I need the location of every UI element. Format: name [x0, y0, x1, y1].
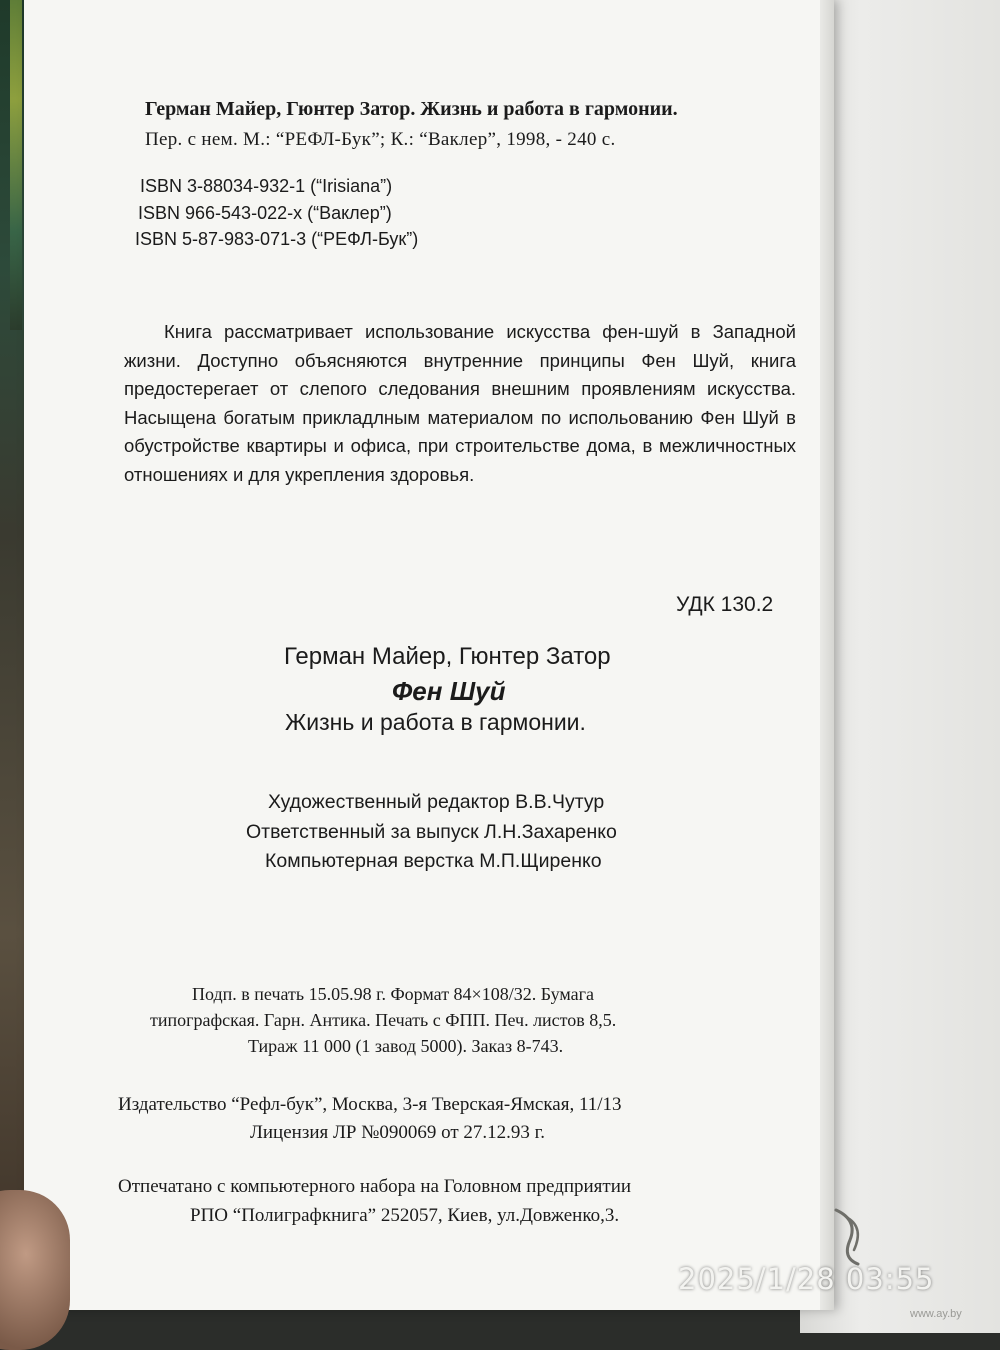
print-info-line: Тираж 11 000 (1 завод 5000). Заказ 8-743. [248, 1036, 564, 1056]
background-book-spine [10, 0, 22, 330]
photo-timestamp: 2025/1/28 03:55 [678, 1262, 935, 1296]
isbn-line: ISBN 966-543-022-х (“Ваклер”) [138, 203, 392, 223]
credit-line: Компьютерная верстка М.П.Щиренко [265, 850, 602, 872]
credit-line: Художественный редактор В.В.Чутур [268, 791, 605, 813]
credit-line: Ответственный за выпуск Л.Н.Захаренко [246, 821, 617, 843]
udk-code: УДК 130.2 [676, 593, 774, 616]
page-edge [820, 0, 834, 1310]
isbn-line: ISBN 5-87-983-071-3 (“РЕФЛ-Бук”) [135, 229, 419, 249]
authors: Герман Майер, Гюнтер Затор [284, 643, 611, 670]
book-subtitle: Жизнь и работа в гармонии. [285, 709, 586, 735]
isbn-line: ISBN 3-88034-932-1 (“Irisiana”) [140, 176, 393, 196]
handwritten-mark [828, 1200, 872, 1270]
annotation-paragraph: Книга рассматривает использование искусства фен-шуй в Западной жизни. Доступно объясняются внутренние принципы Фен Шуй, книга предостерегает от слепого следования внешним проявлениям искусства. Насыщена богатым прикладлным материалом по испольованию Фен Шуй в обустройстве квартиры и офиса, при строительстве дома, в межличностных отношениях и для укрепления здоровья. [124, 321, 796, 485]
printer-line: Отпечатано с компьютерного набора на Головном предприятии [118, 1176, 632, 1197]
publisher-line: Издательство “Рефл-бук”, Москва, 3-я Тверская-Ямская, 11/13 [118, 1094, 622, 1115]
license-line: Лицензия ЛР №090069 от 27.12.93 г. [250, 1122, 546, 1143]
site-watermark: www.ay.by [910, 1308, 962, 1320]
thumb [0, 1190, 70, 1350]
citation-title: Герман Майер, Гюнтер Затор. Жизнь и работа в гармонии. [145, 98, 678, 120]
book-title: Фен Шуй [392, 676, 506, 706]
citation-details: Пер. с нем. М.: “РЕФЛ-Бук”; К.: “Ваклер”, 1998, - 240 с. [145, 129, 616, 150]
printer-line: РПО “Полиграфкнига” 252057, Киев, ул.Довженко,3. [190, 1205, 620, 1226]
print-info-line: типографская. Гарн. Антика. Печать с ФПП. Печ. листов 8,5. [150, 1010, 617, 1030]
print-info-line: Подп. в печать 15.05.98 г. Формат 84×108/32. Бумага [192, 984, 594, 1004]
